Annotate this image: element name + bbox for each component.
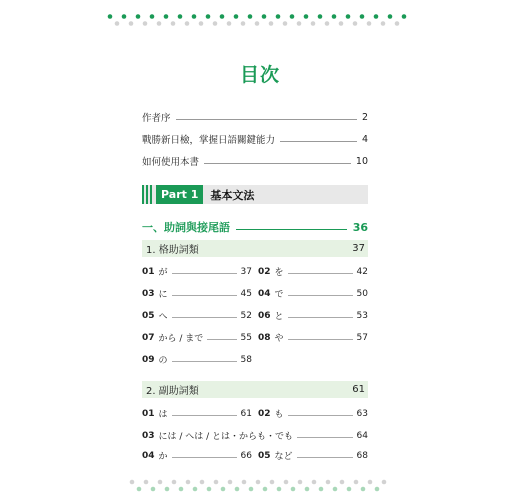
dot-mark [319, 487, 324, 492]
entry-text: も [274, 410, 284, 420]
toc-entry-label: 作者序 [142, 113, 171, 124]
category-header-adverbial-particles[interactable] [142, 381, 368, 398]
dotted-leader [172, 295, 237, 296]
dot-mark [178, 14, 183, 19]
dot-mark [382, 480, 387, 485]
list-item[interactable] [258, 287, 368, 300]
dot-mark [255, 21, 260, 26]
entry-page: 68 [356, 450, 368, 461]
part-stripes [142, 185, 154, 204]
entry-number: 09 [142, 354, 155, 365]
dot-mark [249, 487, 254, 492]
dot-mark [192, 14, 197, 19]
dot-mark [381, 21, 386, 26]
dot-mark [290, 14, 295, 19]
dot-mark [151, 487, 156, 492]
dot-mark [269, 21, 274, 26]
entry-number: 04 [142, 450, 155, 461]
entry-text: には / へは / とは・からも・でも [158, 432, 294, 442]
dot-mark [130, 480, 135, 485]
dot-mark [144, 480, 149, 485]
dot-mark [361, 487, 366, 492]
entry-number: 05 [258, 450, 271, 461]
dot-mark [227, 21, 232, 26]
entry-text: と [274, 312, 284, 322]
entry-text: で [274, 290, 284, 300]
dot-mark [143, 21, 148, 26]
list-item[interactable] [258, 309, 368, 322]
top-dot-border [0, 13, 520, 25]
part-header [142, 185, 368, 204]
entry-number: 05 [142, 310, 155, 321]
dot-mark [347, 487, 352, 492]
dot-mark [333, 487, 338, 492]
dot-mark [185, 21, 190, 26]
entry-number: 01 [142, 266, 155, 277]
dot-mark [157, 21, 162, 26]
dot-mark [346, 14, 351, 19]
toc-entry-label: 如何使用本書 [142, 157, 200, 168]
dotted-leader [288, 317, 353, 318]
entry-number: 04 [258, 288, 271, 299]
dot-mark [291, 487, 296, 492]
dotted-leader [280, 141, 357, 142]
dot-mark [375, 487, 380, 492]
dot-mark [312, 480, 317, 485]
dotted-leader [172, 317, 237, 318]
dot-mark [150, 14, 155, 19]
list-item[interactable] [258, 407, 368, 420]
entry-page: 37 [240, 266, 252, 277]
entry-page: 63 [356, 408, 368, 419]
dot-mark [360, 14, 365, 19]
dot-mark [129, 21, 134, 26]
dot-mark [374, 14, 379, 19]
dotted-leader [297, 457, 353, 458]
dot-mark [137, 487, 142, 492]
dot-mark [193, 487, 198, 492]
section-page: 36 [352, 220, 368, 234]
dot-mark [339, 21, 344, 26]
category-page: 61 [352, 384, 365, 395]
dot-mark [305, 487, 310, 492]
dot-mark [256, 480, 261, 485]
dot-mark [165, 487, 170, 492]
entry-text: や [274, 334, 284, 344]
entry-page: 50 [356, 288, 368, 299]
dot-mark [388, 14, 393, 19]
entry-text: か [158, 452, 168, 462]
dot-mark [171, 21, 176, 26]
list-item[interactable] [142, 309, 252, 322]
dot-mark [402, 14, 407, 19]
entry-page: 45 [240, 288, 252, 299]
dot-mark [325, 21, 330, 26]
dot-mark [367, 21, 372, 26]
part-name: 基本文法 [210, 188, 255, 202]
dot-mark [353, 21, 358, 26]
dot-mark [241, 21, 246, 26]
dotted-leader [204, 163, 351, 164]
dot-mark [200, 480, 205, 485]
list-item[interactable] [258, 265, 368, 278]
dotted-leader [172, 361, 237, 362]
dot-mark [235, 487, 240, 492]
dot-mark [283, 21, 288, 26]
dot-mark [248, 14, 253, 19]
dot-mark [220, 14, 225, 19]
dot-mark [277, 487, 282, 492]
entry-number: 01 [142, 408, 155, 419]
dotted-leader [207, 339, 236, 340]
entry-text: から / まで [158, 334, 204, 344]
dot-mark [284, 480, 289, 485]
dot-mark [242, 480, 247, 485]
entry-page: 55 [240, 332, 252, 343]
list-item[interactable] [142, 429, 368, 442]
dot-mark [136, 14, 141, 19]
list-item[interactable] [258, 449, 368, 462]
list-item[interactable] [142, 407, 252, 420]
toc-entry-how-to-use[interactable] [142, 154, 368, 168]
dot-mark [172, 480, 177, 485]
category-label: 2. 副助詞類 [146, 386, 199, 397]
toc-entry-page: 2 [361, 111, 368, 123]
dotted-leader [288, 295, 353, 296]
dot-mark [304, 14, 309, 19]
entry-text: に [158, 290, 168, 300]
part-tag: Part 1 [156, 185, 203, 204]
entry-number: 06 [258, 310, 271, 321]
dot-mark [179, 487, 184, 492]
dot-mark [158, 480, 163, 485]
dot-mark [122, 14, 127, 19]
entry-page: 66 [240, 450, 252, 461]
list-item[interactable] [142, 265, 252, 278]
page-title: 目次 [239, 64, 280, 86]
toc-entry-page: 10 [355, 155, 368, 167]
dotted-leader [288, 273, 353, 274]
dotted-leader [288, 415, 353, 416]
dot-mark [221, 487, 226, 492]
entry-text: の [158, 356, 168, 366]
dot-mark [214, 480, 219, 485]
dot-mark [108, 14, 113, 19]
dotted-leader [236, 229, 347, 230]
dot-mark [228, 480, 233, 485]
dot-mark [368, 480, 373, 485]
section-heading[interactable] [142, 219, 368, 235]
entry-page: 53 [356, 310, 368, 321]
dot-mark [213, 21, 218, 26]
entry-number: 08 [258, 332, 271, 343]
dot-mark [262, 14, 267, 19]
dot-mark [332, 14, 337, 19]
section-label: 一、助詞與接尾語 [142, 221, 230, 234]
dot-mark [326, 480, 331, 485]
list-item[interactable] [142, 331, 252, 344]
dot-mark [354, 480, 359, 485]
entry-text: は [158, 410, 168, 420]
dot-mark [318, 14, 323, 19]
category-page: 37 [352, 243, 365, 254]
dot-mark [164, 14, 169, 19]
entry-number: 02 [258, 408, 271, 419]
toc-entry-page: 4 [361, 133, 368, 145]
dot-mark [234, 14, 239, 19]
dotted-leader [176, 119, 357, 120]
toc-entry-strategy[interactable] [142, 132, 368, 146]
entry-page: 52 [240, 310, 252, 321]
entry-page: 42 [356, 266, 368, 277]
dot-mark [115, 21, 120, 26]
dotted-leader [172, 457, 237, 458]
entry-page: 64 [356, 430, 368, 441]
dot-mark [298, 480, 303, 485]
dotted-leader [288, 339, 353, 340]
dot-mark [186, 480, 191, 485]
dot-mark [276, 14, 281, 19]
entry-number: 02 [258, 266, 271, 277]
entry-page: 57 [356, 332, 368, 343]
entry-number: 07 [142, 332, 155, 343]
entry-text: へ [158, 312, 168, 322]
dot-mark [297, 21, 302, 26]
dot-mark [395, 21, 400, 26]
list-item[interactable] [258, 331, 368, 344]
category-header-case-particles[interactable] [142, 240, 368, 257]
entry-text: を [274, 268, 284, 278]
entry-number: 03 [142, 288, 155, 299]
toc-entry-preface[interactable] [142, 110, 368, 124]
toc-entry-label: 戰勝新日檢，掌握日語關鍵能力 [142, 135, 276, 146]
dotted-leader [172, 415, 237, 416]
list-item[interactable] [142, 353, 252, 366]
entry-text: など [274, 452, 293, 462]
entry-page: 58 [240, 354, 252, 365]
list-item[interactable] [142, 449, 252, 462]
list-item[interactable] [142, 287, 252, 300]
dot-mark [206, 14, 211, 19]
entry-number: 03 [142, 430, 155, 441]
dot-mark [270, 480, 275, 485]
entry-page: 61 [240, 408, 252, 419]
dotted-leader [172, 273, 237, 274]
dot-mark [207, 487, 212, 492]
dotted-leader [297, 437, 353, 438]
bottom-dot-border [0, 478, 520, 490]
category-label: 1. 格助詞類 [146, 245, 199, 256]
dot-mark [340, 480, 345, 485]
dot-mark [199, 21, 204, 26]
entry-text: が [158, 268, 168, 278]
dot-mark [263, 487, 268, 492]
dot-mark [311, 21, 316, 26]
